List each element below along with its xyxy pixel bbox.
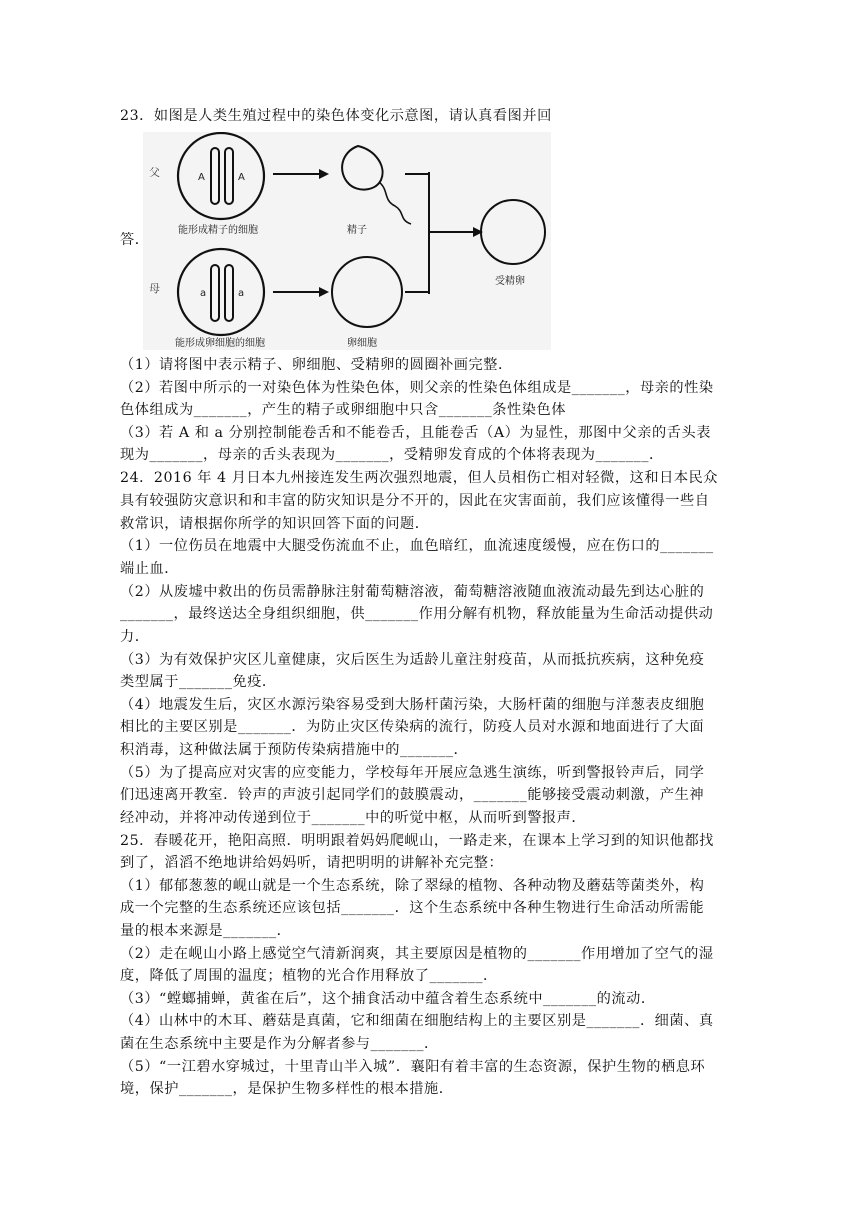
q25-part1-line1: （1）郁郁葱葱的岘山就是一个生态系统，除了翠绿的植物、各种动物及蘑菇等菌类外，构 xyxy=(120,878,705,894)
mother-label: 母 xyxy=(149,282,160,295)
q24-line2: 具有较强防灾意识和和丰富的防灾知识是分不开的，因此在灾害面前，我们应该懂得一些自 xyxy=(120,493,710,509)
q24-part1-line2: 端止血． xyxy=(120,561,179,577)
father-label: 父 xyxy=(149,166,160,179)
q24-part4-line3: 积消毒，这种做法属于预防传染病措施中的_______． xyxy=(120,742,469,758)
q23-intro-tail: 答． xyxy=(120,232,150,248)
chromosome-A-left: A xyxy=(198,172,205,183)
zygote-caption: 受精卵 xyxy=(495,276,525,287)
q24-part5-line1: （5）为了提高应对灾害的应变能力，学校每年开展应急逃生演练，听到警报铃声后，同学 xyxy=(120,765,705,781)
q24-line1: 24．2016 年 4 月日本九州接连发生两次强烈地震，但人员相伤亡相对轻微，这和日本民众 xyxy=(120,470,719,486)
q24-line3: 救常识，请根据你所学的知识回答下面的问题． xyxy=(120,516,430,532)
chromosome-a-right: a xyxy=(238,288,245,299)
egg-cell-caption: 能形成卵细胞的细胞 xyxy=(175,338,265,349)
q24-part5-line3: 经冲动，并将冲动传递到位于_______中的听觉中枢，从而听到警报声． xyxy=(120,810,587,826)
q23-part3-line2: 现为_______，母亲的舌头表现为_______，受精卵发育成的个体将表现为_______． xyxy=(120,447,664,463)
q24-part4-line2: 相比的主要区别是_______．为防止灾区传染病的流行，防疫人员对水源和地面进行了大面 xyxy=(120,719,705,735)
q24-part2-line2: _______，最终送达全身组织细胞，供_______作用分解有机物，释放能量为生命活动提供动 xyxy=(120,606,714,622)
egg-caption: 卵细胞 xyxy=(347,338,377,349)
q25-line2: 到了，滔滔不绝地讲给妈妈听，请把明明的讲解补充完整： xyxy=(120,855,504,871)
q25-part5-line2: 境，保护_______，是保护生物多样性的根本措施． xyxy=(120,1081,454,1097)
q23-intro: 23．如图是人类生殖过程中的染色体变化示意图，请认真看图并回 xyxy=(120,108,552,124)
sperm-cell-caption: 能形成精子的细胞 xyxy=(178,225,258,236)
q24-part4-line1: （4）地震发生后，灾区水源污染容易受到大肠杆菌污染，大肠杆菌的细胞与洋葱表皮细胞 xyxy=(120,697,705,713)
q23-part2-line2: 色体组成为_______，产生的精子或卵细胞中只含_______条性染色体 xyxy=(120,402,566,418)
q25-part5-line1: （5）“一江碧水穿城过，十里青山半入城”．襄阳有着丰富的生态资源，保护生物的栖息环 xyxy=(120,1059,706,1075)
q24-part5-line2: 们迅速离开教室．铃声的声波引起同学们的鼓膜震动，_______能够接受震动刺激，产生神 xyxy=(120,787,705,803)
q24-part2-line3: 力． xyxy=(120,629,150,645)
q25-part4-line2: 菌在生态系统中主要是作为分解者参与_______． xyxy=(120,1036,439,1052)
chromosome-A-right: A xyxy=(238,172,245,183)
q25-line1: 25．春暖花开，艳阳高照．明明跟着妈妈爬岘山，一路走来，在课本上学习到的知识他都找 xyxy=(120,833,714,849)
q23-part3-line1: （3）若 A 和 a 分别控制能卷舌和不能卷舌，且能卷舌（A）为显性，那图中父亲的舌头表 xyxy=(120,425,711,441)
q25-part3: （3）“螳螂捕蝉，黄雀在后”，这个捕食活动中蕴含着生态系统中_______的流动． xyxy=(120,991,656,1007)
q24-part3-line1: （3）为有效保护灾区儿童健康，灾后医生为适龄儿童注射疫苗，从而抵抗疾病，这种免疫 xyxy=(120,652,705,668)
q25-part2-line2: 度，降低了周围的温度；植物的光合作用释放了_______． xyxy=(120,968,498,984)
q25-part4-line1: （4）山林中的木耳、蘑菇是真菌，它和细菌在细胞结构上的主要区别是_______．细菌、真 xyxy=(120,1013,714,1029)
q24-part2-line1: （2）从废墟中救出的伤员需静脉注射葡萄糖溶液，葡萄糖溶液随血液流动最先到达心脏的 xyxy=(120,584,705,600)
q25-part1-line3: 量的根本来源是_______． xyxy=(120,923,292,939)
sperm-caption: 精子 xyxy=(347,225,367,236)
q23-part2-line1: （2）若图中所示的一对染色体为性染色体，则父亲的性染色体组成是_______，母亲的性染 xyxy=(120,380,714,396)
q25-part1-line2: 成一个完整的生态系统还应该包括_______．这个生态系统中各种生物进行生命活动所需能 xyxy=(120,900,705,916)
chromosome-a-left: a xyxy=(200,288,207,299)
q23-part1: （1）请将图中表示精子、卵细胞、受精卵的圆圈补画完整． xyxy=(120,357,513,373)
q25-part2-line1: （2）走在岘山小路上感觉空气清新润爽，其主要原因是植物的_______作用增加了空气的湿 xyxy=(120,946,714,962)
q24-part3-line2: 类型属于_______免疫． xyxy=(120,674,277,690)
q24-part1-line1: （1）一位伤员在地震中大腿受伤流血不止，血色暗红，血流速度缓慢，应在伤口的_______ xyxy=(120,538,714,554)
